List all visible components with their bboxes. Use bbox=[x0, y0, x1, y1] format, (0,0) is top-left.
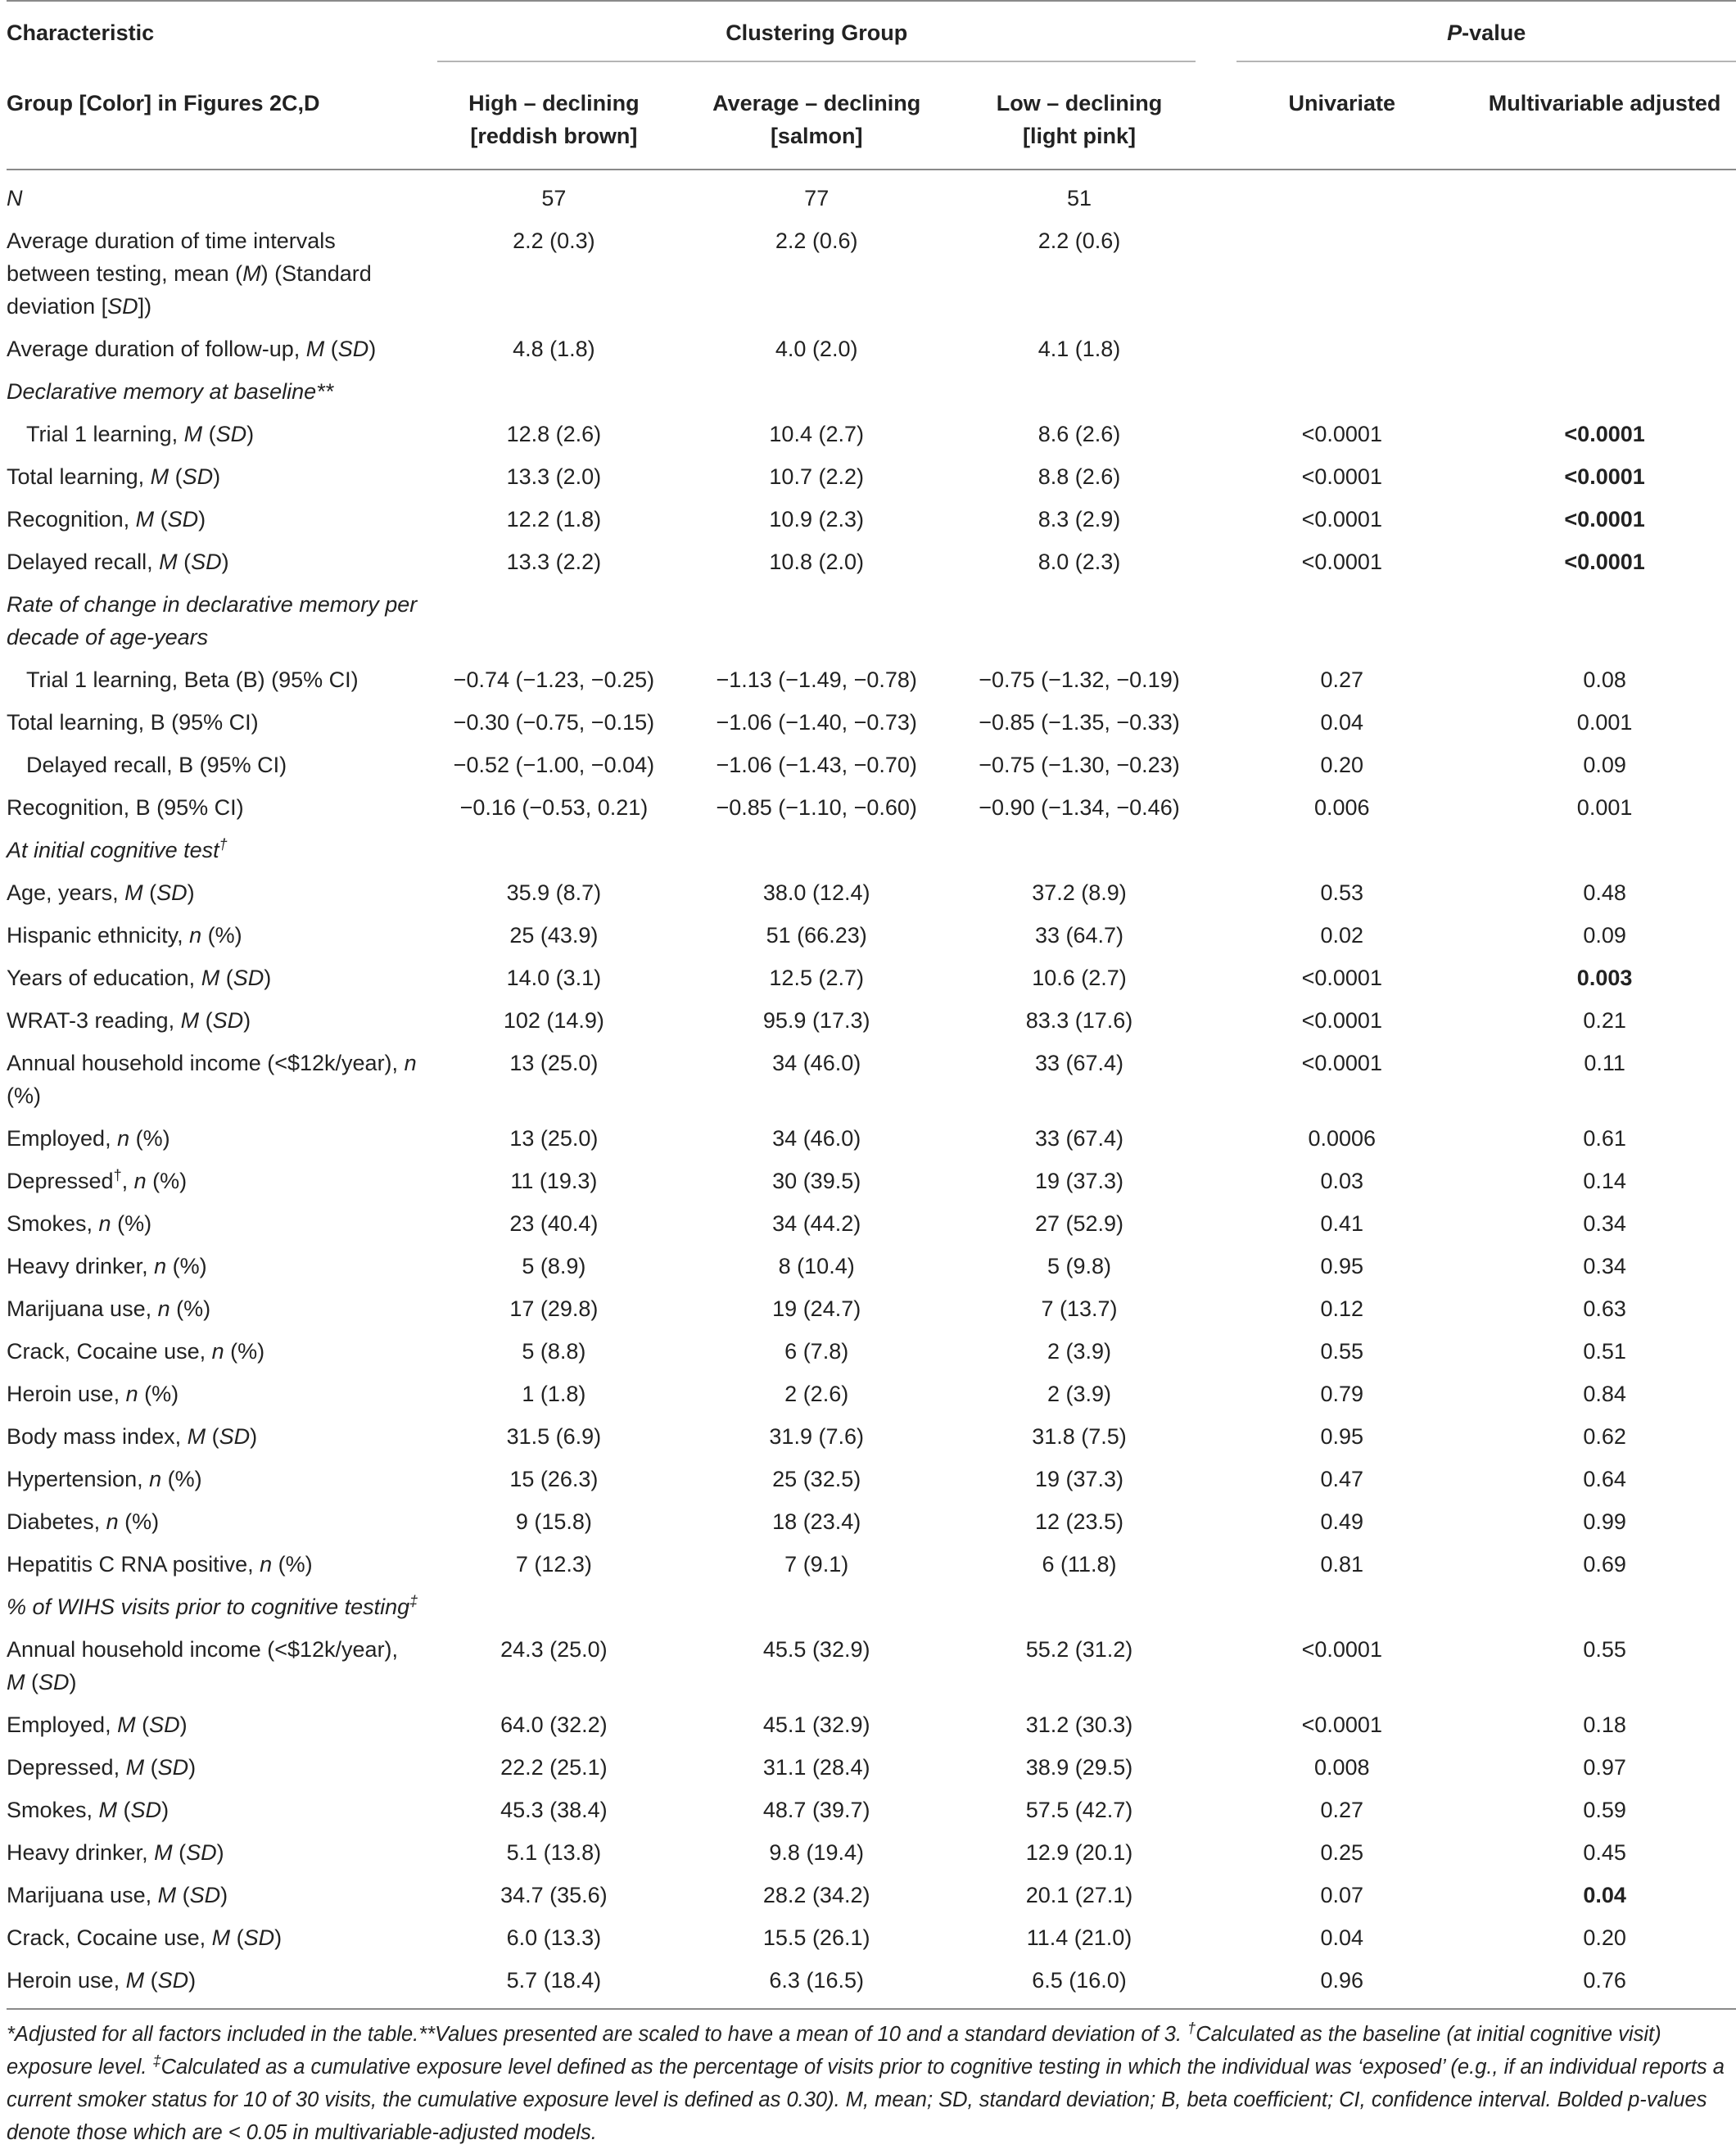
cell-col-1: −0.74 (−1.23, −0.25) bbox=[453, 667, 655, 692]
table-row bbox=[7, 1117, 1736, 1160]
cell-col-2: 8 (10.4) bbox=[778, 1254, 855, 1278]
table-row bbox=[7, 658, 1736, 701]
cell-col-2: 48.7 (39.7) bbox=[762, 1798, 870, 1822]
cell-col-3: 11.4 (21.0) bbox=[1026, 1925, 1132, 1950]
cell-col-5: 0.97 bbox=[1583, 1755, 1626, 1780]
table-row bbox=[7, 1458, 1736, 1500]
table-row bbox=[7, 744, 1736, 786]
cell-col-4: 0.95 bbox=[1320, 1254, 1364, 1278]
row-label: Average duration of time intervals between testing, mean (M) (Standard deviation [SD]) bbox=[7, 228, 372, 319]
cell-col-4: <0.0001 bbox=[1301, 464, 1382, 489]
cell-col-1: 102 (14.9) bbox=[503, 1008, 604, 1033]
cell-col-4: 0.47 bbox=[1320, 1467, 1364, 1491]
group-header-average: Average – declining [salmon] bbox=[685, 77, 948, 170]
cell-col-3: 33 (67.4) bbox=[1034, 1126, 1124, 1151]
cell-col-5: 0.11 bbox=[1584, 1051, 1625, 1075]
cell-col-1: 13 (25.0) bbox=[509, 1126, 599, 1151]
cell-col-4: 0.79 bbox=[1320, 1382, 1364, 1406]
table-row bbox=[7, 1042, 1736, 1117]
cell-col-1: 9 (15.8) bbox=[515, 1509, 592, 1534]
row-label: Depressed, M (SD) bbox=[7, 1755, 197, 1780]
cell-col-1: 7 (12.3) bbox=[515, 1552, 592, 1577]
cell-col-5: 0.09 bbox=[1583, 753, 1626, 777]
section-label: % of WIHS visits prior to cognitive testing‡ bbox=[7, 1593, 418, 1619]
cell-col-2: −0.85 (−1.10, −0.60) bbox=[716, 795, 917, 820]
cell-col-4: 0.25 bbox=[1320, 1840, 1364, 1865]
cell-col-3: 8.6 (2.6) bbox=[1038, 422, 1121, 446]
row-label: Hispanic ethnicity, n (%) bbox=[7, 923, 242, 948]
cell-col-5 bbox=[1473, 219, 1736, 328]
cell-col-3: 12.9 (20.1) bbox=[1025, 1840, 1133, 1865]
cell-col-3: 31.8 (7.5) bbox=[1032, 1424, 1127, 1449]
row-label: N bbox=[7, 186, 23, 210]
row-label: Recognition, B (95% CI) bbox=[7, 795, 244, 820]
cell-col-1 bbox=[423, 829, 685, 871]
cell-col-1: 64.0 (32.2) bbox=[500, 1712, 608, 1737]
cell-col-4: <0.0001 bbox=[1301, 966, 1382, 990]
cell-col-4 bbox=[1210, 370, 1473, 413]
row-label: Employed, n (%) bbox=[7, 1126, 170, 1151]
table-row bbox=[7, 413, 1736, 455]
cell-col-3: 12 (23.5) bbox=[1034, 1509, 1124, 1534]
cell-col-5: <0.0001 bbox=[1564, 550, 1645, 574]
p-value-header bbox=[1210, 1, 1736, 77]
row-label: Smokes, n (%) bbox=[7, 1211, 152, 1236]
table-row bbox=[7, 786, 1736, 829]
cell-col-5: 0.001 bbox=[1576, 795, 1633, 820]
cell-col-3: 4.1 (1.8) bbox=[1038, 337, 1121, 361]
cell-col-4: 0.20 bbox=[1320, 753, 1364, 777]
clustering-group-header bbox=[423, 1, 1210, 77]
table-row bbox=[7, 1831, 1736, 1874]
cell-col-3: 20.1 (27.1) bbox=[1025, 1883, 1133, 1907]
cell-col-3 bbox=[948, 583, 1211, 658]
cell-col-2: 34 (46.0) bbox=[772, 1051, 861, 1075]
cell-col-4: 0.49 bbox=[1320, 1509, 1364, 1534]
cell-col-5: 0.64 bbox=[1583, 1467, 1626, 1491]
cell-col-5: 0.62 bbox=[1583, 1424, 1626, 1449]
cell-col-5 bbox=[1473, 370, 1736, 413]
cell-col-2: −1.13 (−1.49, −0.78) bbox=[716, 667, 917, 692]
cell-col-5: 0.34 bbox=[1583, 1254, 1626, 1278]
cell-col-1: 1 (1.8) bbox=[522, 1382, 586, 1406]
table-row bbox=[7, 328, 1736, 370]
cell-col-1: 23 (40.4) bbox=[509, 1211, 599, 1236]
group-header-low: Low – declining [light pink] bbox=[948, 77, 1211, 170]
section-label: At initial cognitive test† bbox=[7, 836, 228, 862]
cell-col-1 bbox=[423, 583, 685, 658]
cell-col-2 bbox=[685, 370, 948, 413]
cell-col-5 bbox=[1473, 1586, 1736, 1628]
cell-col-4: 0.04 bbox=[1320, 710, 1364, 735]
cell-col-3: 2 (3.9) bbox=[1047, 1382, 1112, 1406]
cell-col-2: 7 (9.1) bbox=[784, 1552, 849, 1577]
cell-col-4: 0.95 bbox=[1320, 1424, 1364, 1449]
cell-col-1: 13.3 (2.2) bbox=[506, 550, 602, 574]
cell-col-2: 18 (23.4) bbox=[772, 1509, 861, 1534]
cell-col-1: 35.9 (8.7) bbox=[506, 880, 602, 905]
cell-col-1: 5.1 (13.8) bbox=[506, 1840, 602, 1865]
cell-col-2: 10.7 (2.2) bbox=[769, 464, 864, 489]
cell-col-3: 19 (37.3) bbox=[1034, 1169, 1124, 1193]
cell-col-2: 77 bbox=[804, 186, 830, 210]
table-row bbox=[7, 1245, 1736, 1287]
cell-col-3 bbox=[948, 1586, 1211, 1628]
row-label: Annual household income (<$12k/year), n (%) bbox=[7, 1051, 417, 1108]
cell-col-1: −0.30 (−0.75, −0.15) bbox=[453, 710, 655, 735]
cell-col-4: 0.41 bbox=[1320, 1211, 1364, 1236]
table-row bbox=[7, 1916, 1736, 1959]
cell-col-4: <0.0001 bbox=[1301, 1712, 1382, 1737]
cell-col-5: 0.21 bbox=[1583, 1008, 1626, 1033]
cell-col-5 bbox=[1473, 829, 1736, 871]
cell-col-2: 34 (46.0) bbox=[772, 1126, 861, 1151]
cell-col-4: 0.27 bbox=[1320, 1798, 1364, 1822]
row-label: Trial 1 learning, M (SD) bbox=[26, 422, 255, 446]
cell-col-2: 10.4 (2.7) bbox=[769, 422, 864, 446]
cell-col-3: 6 (11.8) bbox=[1042, 1552, 1117, 1577]
cell-col-1: 15 (26.3) bbox=[509, 1467, 599, 1491]
cell-col-4: <0.0001 bbox=[1301, 1637, 1382, 1662]
cell-col-4: 0.96 bbox=[1210, 1959, 1473, 2009]
table-row bbox=[7, 1746, 1736, 1789]
group-header-high: High – declining [reddish brown] bbox=[423, 77, 685, 170]
cell-col-1: 13.3 (2.0) bbox=[506, 464, 602, 489]
cell-col-4: 0.04 bbox=[1320, 1925, 1364, 1950]
cell-col-3: 5 (9.8) bbox=[1047, 1254, 1112, 1278]
cell-col-5: 0.34 bbox=[1583, 1211, 1626, 1236]
section-row bbox=[7, 1586, 1736, 1628]
table-row bbox=[7, 170, 1736, 219]
cell-col-4: <0.0001 bbox=[1301, 422, 1382, 446]
cell-col-5: 0.18 bbox=[1583, 1712, 1626, 1737]
cell-col-4: 0.02 bbox=[1320, 923, 1364, 948]
clustering-group-label: Clustering Group bbox=[437, 16, 1196, 62]
cell-col-1: 11 (19.3) bbox=[510, 1169, 598, 1193]
cell-col-2: 31.1 (28.4) bbox=[762, 1755, 870, 1780]
cell-col-4: 0.006 bbox=[1314, 795, 1370, 820]
table-row bbox=[7, 999, 1736, 1042]
cell-col-5 bbox=[1473, 583, 1736, 658]
cell-col-1: 57 bbox=[541, 186, 567, 210]
cell-col-4 bbox=[1210, 328, 1473, 370]
cell-col-3: −0.85 (−1.35, −0.33) bbox=[979, 710, 1180, 735]
cell-col-3: 2.2 (0.6) bbox=[1038, 228, 1121, 253]
cell-col-5: 0.45 bbox=[1583, 1840, 1626, 1865]
characteristics-table bbox=[7, 0, 1736, 2010]
cell-col-4: <0.0001 bbox=[1301, 507, 1382, 532]
row-label: Average duration of follow-up, M (SD) bbox=[7, 337, 377, 361]
cell-col-1: 12.2 (1.8) bbox=[506, 507, 602, 532]
cell-col-1: 22.2 (25.1) bbox=[500, 1755, 608, 1780]
univariate-header: Univariate bbox=[1210, 77, 1473, 170]
cell-col-4 bbox=[1210, 583, 1473, 658]
table-row bbox=[7, 1373, 1736, 1415]
cell-col-2: 4.0 (2.0) bbox=[775, 337, 858, 361]
table-row bbox=[7, 701, 1736, 744]
row-label: Hypertension, n (%) bbox=[7, 1467, 202, 1491]
cell-col-2: −1.06 (−1.43, −0.70) bbox=[716, 753, 917, 777]
cell-col-2: 6 (7.8) bbox=[784, 1339, 849, 1364]
row-label: Employed, M (SD) bbox=[7, 1712, 188, 1737]
cell-col-2: 31.9 (7.6) bbox=[769, 1424, 864, 1449]
cell-col-5: 0.61 bbox=[1583, 1126, 1626, 1151]
table-row bbox=[7, 871, 1736, 914]
cell-col-5: 0.84 bbox=[1583, 1382, 1626, 1406]
row-label: Recognition, M (SD) bbox=[7, 507, 206, 532]
cell-col-3: 38.9 (29.5) bbox=[1025, 1755, 1133, 1780]
cell-col-3: 37.2 (8.9) bbox=[1032, 880, 1127, 905]
cell-col-1: 5 (8.9) bbox=[522, 1254, 586, 1278]
cell-col-2: 34 (44.2) bbox=[772, 1211, 861, 1236]
cell-col-5: 0.003 bbox=[1576, 966, 1633, 990]
row-label: Hepatitis C RNA positive, n (%) bbox=[7, 1552, 313, 1577]
row-label: Crack, Cocaine use, n (%) bbox=[7, 1339, 265, 1364]
cell-col-3: 27 (52.9) bbox=[1034, 1211, 1124, 1236]
table-row bbox=[7, 1415, 1736, 1458]
cell-col-2 bbox=[685, 1586, 948, 1628]
cell-col-3: 7 (13.7) bbox=[1041, 1296, 1118, 1321]
table-row bbox=[7, 1330, 1736, 1373]
cell-col-2: 45.1 (32.9) bbox=[762, 1712, 870, 1737]
cell-col-2: 9.8 (19.4) bbox=[769, 1840, 864, 1865]
cell-col-3: 57.5 (42.7) bbox=[1025, 1798, 1133, 1822]
cell-col-3: −0.90 (−1.34, −0.46) bbox=[979, 795, 1180, 820]
row-label: Total learning, B (95% CI) bbox=[7, 710, 259, 735]
cell-col-4: <0.0001 bbox=[1301, 550, 1382, 574]
cell-col-2: −1.06 (−1.40, −0.73) bbox=[716, 710, 917, 735]
cell-col-2 bbox=[685, 583, 948, 658]
cell-col-1 bbox=[423, 1586, 685, 1628]
section-label: Declarative memory at baseline** bbox=[7, 379, 334, 404]
table-row bbox=[7, 498, 1736, 541]
table-row bbox=[7, 219, 1736, 328]
cell-col-3: 8.8 (2.6) bbox=[1038, 464, 1121, 489]
row-label: Delayed recall, B (95% CI) bbox=[26, 753, 287, 777]
cell-col-2: 95.9 (17.3) bbox=[762, 1008, 870, 1033]
header-row-groups bbox=[7, 77, 1736, 170]
characteristic-header: Characteristic bbox=[7, 1, 423, 77]
row-label: Marijuana use, M (SD) bbox=[7, 1883, 228, 1907]
cell-col-5: 0.76 bbox=[1473, 1959, 1736, 2009]
table-row bbox=[7, 1628, 1736, 1703]
row-label: Years of education, M (SD) bbox=[7, 966, 272, 990]
cell-col-4: 0.07 bbox=[1320, 1883, 1364, 1907]
table-row bbox=[7, 957, 1736, 999]
cell-col-2: 28.2 (34.2) bbox=[762, 1883, 870, 1907]
cell-col-5: 0.14 bbox=[1583, 1169, 1626, 1193]
multivariable-header: Multivariable adjusted bbox=[1473, 77, 1736, 170]
section-row bbox=[7, 583, 1736, 658]
group-color-label: Group [Color] in Figures 2C,D bbox=[7, 77, 423, 170]
cell-col-2: 6.3 (16.5) bbox=[685, 1959, 948, 2009]
cell-col-2: 2 (2.6) bbox=[784, 1382, 849, 1406]
cell-col-4: 0.008 bbox=[1314, 1755, 1370, 1780]
row-label: Depressed†, n (%) bbox=[7, 1167, 188, 1193]
row-label: Age, years, M (SD) bbox=[7, 880, 195, 905]
cell-col-4: 0.55 bbox=[1320, 1339, 1364, 1364]
cell-col-1: −0.16 (−0.53, 0.21) bbox=[459, 795, 649, 820]
header-row-top bbox=[7, 1, 1736, 77]
cell-col-4: 0.12 bbox=[1320, 1296, 1364, 1321]
cell-col-5: <0.0001 bbox=[1564, 507, 1645, 532]
table-footnote: *Adjusted for all factors included in the table.**Values presented are scaled to have a mean of 10 and a standard deviation of 3. †Calculated as the baseline (at initial cognitive visit) exposure level. ‡Calculated as a cumulative exposure level defined as the percentage of visits prior to cognitive testing in which the individual was ‘exposed’ (e.g., if an individual reports a current smoker status for 10 of 30 visits, the cumulative exposure level is defined as 0.30). M, mean; SD, standard deviation; B, beta coefficient; CI, confidence interval. Bolded p-values denote those which are < 0.05 in multivariable-adjusted models. bbox=[7, 2020, 1725, 2144]
cell-col-5: 0.09 bbox=[1583, 923, 1626, 948]
row-label: Heavy drinker, M (SD) bbox=[7, 1840, 224, 1865]
cell-col-3: 83.3 (17.6) bbox=[1025, 1008, 1133, 1033]
cell-col-4: <0.0001 bbox=[1301, 1008, 1382, 1033]
cell-col-2: 15.5 (26.1) bbox=[762, 1925, 870, 1950]
cell-col-5: 0.04 bbox=[1583, 1883, 1626, 1907]
row-label: Smokes, M (SD) bbox=[7, 1798, 170, 1822]
cell-col-3: 31.2 (30.3) bbox=[1025, 1712, 1133, 1737]
cell-col-4 bbox=[1210, 219, 1473, 328]
cell-col-3: −0.75 (−1.30, −0.23) bbox=[979, 753, 1180, 777]
cell-col-2: 38.0 (12.4) bbox=[762, 880, 870, 905]
cell-col-4: 0.53 bbox=[1320, 880, 1364, 905]
cell-col-3: 2 (3.9) bbox=[1047, 1339, 1112, 1364]
cell-col-4: <0.0001 bbox=[1301, 1051, 1382, 1075]
row-label: Marijuana use, n (%) bbox=[7, 1296, 211, 1321]
table-row bbox=[7, 1703, 1736, 1746]
cell-col-5: 0.63 bbox=[1583, 1296, 1626, 1321]
section-row bbox=[7, 829, 1736, 871]
cell-col-3: 33 (67.4) bbox=[1034, 1051, 1124, 1075]
row-label: Total learning, M (SD) bbox=[7, 464, 221, 489]
cell-col-5: 0.69 bbox=[1583, 1552, 1626, 1577]
cell-col-2 bbox=[685, 829, 948, 871]
row-label: Heroin use, M (SD) bbox=[7, 1959, 423, 2009]
cell-col-5: <0.0001 bbox=[1564, 464, 1645, 489]
cell-col-5: 0.48 bbox=[1583, 880, 1626, 905]
cell-col-1: 34.7 (35.6) bbox=[500, 1883, 608, 1907]
cell-col-4: 0.03 bbox=[1320, 1169, 1364, 1193]
cell-col-5: 0.001 bbox=[1576, 710, 1633, 735]
row-label: WRAT-3 reading, M (SD) bbox=[7, 1008, 251, 1033]
row-label: Trial 1 learning, Beta (B) (95% CI) bbox=[26, 667, 359, 692]
cell-col-4: 0.81 bbox=[1320, 1552, 1364, 1577]
table-row bbox=[7, 455, 1736, 498]
section-row bbox=[7, 370, 1736, 413]
cell-col-3: −0.75 (−1.32, −0.19) bbox=[979, 667, 1180, 692]
table-row bbox=[7, 1543, 1736, 1586]
cell-col-5: 0.99 bbox=[1583, 1509, 1626, 1534]
cell-col-3: 33 (64.7) bbox=[1034, 923, 1124, 948]
cell-col-1: −0.52 (−1.00, −0.04) bbox=[453, 753, 655, 777]
row-label: Body mass index, M (SD) bbox=[7, 1424, 258, 1449]
row-label: Delayed recall, M (SD) bbox=[7, 550, 229, 574]
table-row bbox=[7, 914, 1736, 957]
cell-col-2: 51 (66.23) bbox=[766, 923, 867, 948]
cell-col-1: 12.8 (2.6) bbox=[506, 422, 602, 446]
row-label: Annual household income (<$12k/year), M (SD) bbox=[7, 1637, 399, 1694]
cell-col-3: 8.0 (2.3) bbox=[1038, 550, 1121, 574]
cell-col-2: 10.9 (2.3) bbox=[769, 507, 864, 532]
cell-col-3 bbox=[948, 370, 1211, 413]
cell-col-1: 5.7 (18.4) bbox=[423, 1959, 685, 2009]
table-row bbox=[7, 1789, 1736, 1831]
cell-col-1: 2.2 (0.3) bbox=[513, 228, 595, 253]
cell-col-3: 51 bbox=[1066, 186, 1092, 210]
cell-col-3: 55.2 (31.2) bbox=[1025, 1637, 1133, 1662]
cell-col-1: 25 (43.9) bbox=[509, 923, 599, 948]
cell-col-1: 17 (29.8) bbox=[509, 1296, 599, 1321]
table-row bbox=[7, 1202, 1736, 1245]
row-label: Heavy drinker, n (%) bbox=[7, 1254, 207, 1278]
cell-col-2: 30 (39.5) bbox=[772, 1169, 861, 1193]
table-row bbox=[7, 1500, 1736, 1543]
cell-col-1: 31.5 (6.9) bbox=[506, 1424, 602, 1449]
p-value-label: P-value bbox=[1236, 16, 1736, 62]
table-header bbox=[7, 1, 1736, 170]
cell-col-2: 12.5 (2.7) bbox=[769, 966, 864, 990]
cell-col-3: 10.6 (2.7) bbox=[1032, 966, 1127, 990]
cell-col-4: 0.0006 bbox=[1308, 1126, 1377, 1151]
cell-col-1: 14.0 (3.1) bbox=[506, 966, 602, 990]
cell-col-1: 4.8 (1.8) bbox=[513, 337, 595, 361]
table-row bbox=[7, 541, 1736, 583]
cell-col-4 bbox=[1210, 829, 1473, 871]
cell-col-4 bbox=[1210, 170, 1473, 219]
cell-col-1 bbox=[423, 370, 685, 413]
table-row bbox=[7, 1959, 1736, 2009]
section-label: Rate of change in declarative memory per decade of age-years bbox=[7, 592, 418, 649]
cell-col-2: 2.2 (0.6) bbox=[775, 228, 858, 253]
table-row bbox=[7, 1160, 1736, 1202]
cell-col-2: 45.5 (32.9) bbox=[762, 1637, 870, 1662]
cell-col-1: 45.3 (38.4) bbox=[500, 1798, 608, 1822]
cell-col-3 bbox=[948, 829, 1211, 871]
cell-col-5: <0.0001 bbox=[1564, 422, 1645, 446]
cell-col-2: 25 (32.5) bbox=[772, 1467, 861, 1491]
table-row bbox=[7, 1287, 1736, 1330]
cell-col-5: 0.20 bbox=[1583, 1925, 1626, 1950]
cell-col-1: 6.0 (13.3) bbox=[506, 1925, 602, 1950]
cell-col-5: 0.59 bbox=[1583, 1798, 1626, 1822]
cell-col-1: 13 (25.0) bbox=[509, 1051, 599, 1075]
cell-col-1: 24.3 (25.0) bbox=[500, 1637, 608, 1662]
cell-col-3: 19 (37.3) bbox=[1034, 1467, 1124, 1491]
cell-col-1: 5 (8.8) bbox=[522, 1339, 586, 1364]
cell-col-5: 0.08 bbox=[1583, 667, 1626, 692]
cell-col-5 bbox=[1473, 170, 1736, 219]
cell-col-5: 0.55 bbox=[1583, 1637, 1626, 1662]
cell-col-2: 10.8 (2.0) bbox=[769, 550, 864, 574]
table-row bbox=[7, 1874, 1736, 1916]
cell-col-5 bbox=[1473, 328, 1736, 370]
cell-col-3: 6.5 (16.0) bbox=[948, 1959, 1211, 2009]
cell-col-2: 19 (24.7) bbox=[772, 1296, 861, 1321]
table-body bbox=[7, 170, 1736, 2009]
row-label: Crack, Cocaine use, M (SD) bbox=[7, 1925, 283, 1950]
row-label: Diabetes, n (%) bbox=[7, 1509, 160, 1534]
row-label: Heroin use, n (%) bbox=[7, 1382, 179, 1406]
cell-col-4 bbox=[1210, 1586, 1473, 1628]
cell-col-5: 0.51 bbox=[1583, 1339, 1626, 1364]
cell-col-3: 8.3 (2.9) bbox=[1038, 507, 1121, 532]
cell-col-4: 0.27 bbox=[1320, 667, 1364, 692]
